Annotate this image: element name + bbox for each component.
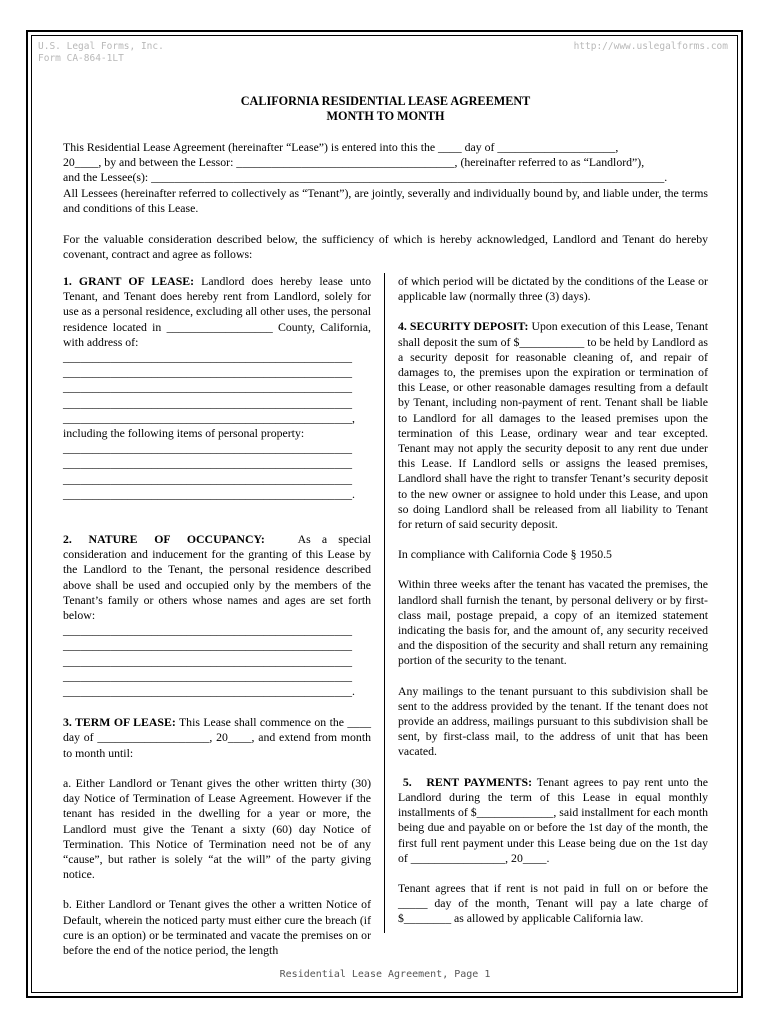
document-title: [63, 94, 708, 124]
occupant-blank-4: _________________________________________________: [63, 668, 353, 683]
intro-line-4: All Lessees (hereinafter referred to collectively as “Tenant”), are jointly, severally and individually bound by, and liable under, the terms and conditions of this Lease.: [63, 185, 708, 215]
occupant-blank-1: _________________________________________________: [63, 623, 353, 638]
document-body: [63, 94, 708, 957]
section-term-of-lease: [63, 715, 371, 761]
property-blank-4: _________________________________________________.: [63, 486, 355, 501]
address-blank-1: _________________________________________________: [63, 350, 353, 365]
security-return-text: Within three weeks after the tenant has vacated the premises, the landlord shall furnish the tenant, by personal delivery or by first-class mail, postage prepaid, a copy of an itemized statement indicating the basis for, and the amount of, any security received and the disposition of the security and shall return any remaining portion of the security to the tenant.: [398, 577, 708, 668]
header-left: [38, 41, 164, 65]
section-3-body: This Lease shall commence on the ____ day of ___________________, 20____, and extend from month to month until:: [63, 715, 371, 760]
section-5-heading: 5. RENT PAYMENTS:: [398, 774, 533, 789]
title-line-1: CALIFORNIA RESIDENTIAL LEASE AGREEMENT: [240, 94, 531, 108]
section-4-body: Upon execution of this Lease, Tenant shall deposit the sum of $___________ to be held by Landlord as a security deposit for reasonable cleaning of, and repair of damages to, the premises upon the expiration or termination of this Lease, or other reasonable damages resulting from a default by Tenant, including non-payment of rent. Tenant shall be liable to Landlord for all damages to the leased premises upon the termination of this Lease, ordinary wear and tear excepted. Tenant may not apply the security deposit to any rent due under this Lease. If Landlord sells or assigns the leased premises, Landlord shall have the right to transfer Tenant’s security deposit to the new owner or assignee to hold under this Lease, and upon so doing Landlord shall be released from all liability to Tenant for return of said security deposit.: [398, 319, 708, 532]
term-clause-b-text: b. Either Landlord or Tenant gives the other a written Notice of Default, wherein the noticed party must either cure the breach (if cure is an option) or be terminated and vacate the premises on or before the end of the notice period, the length: [63, 897, 371, 957]
late-charge-text: Tenant agrees that if rent is not paid in full on or before the _____ day of the month, Tenant will pay a late charge of $________ as allowed by applicable California law.: [398, 880, 708, 926]
personal-property-label: including the following items of personal property:: [63, 426, 305, 441]
header-url: http://www.uslegalforms.com: [573, 41, 728, 52]
property-blank-1: _________________________________________________: [63, 441, 353, 456]
term-clause-a-text: a. Either Landlord or Tenant gives the other written thirty (30) day Notice of Termination of Lease Agreement. However if the tenant has resided in the dwelling for a year or more, the Landlord must give the Tenant a sixty (60) day Notice of Termination. This Notice of Termination need not be of any “cause”, but rather is solely “at the will” of the party giving notice.: [63, 775, 371, 882]
mailings-paragraph: [398, 684, 708, 760]
intro-line-3: and the Lessee(s): _______________________________________________________________________________________.: [63, 170, 668, 185]
column-divider: [384, 273, 385, 933]
late-charge-paragraph: [398, 881, 708, 927]
section-5-body: Tenant agrees to pay rent unto the Landlord during the term of this Lease in equal monthly installments of $_____________, said installment for each month being due and payable on or before the 1st day of the month, the first full rent payment under this Lease being due on the 1st day of ________________, 20____.: [398, 774, 708, 865]
section-rent-payments: [398, 775, 708, 866]
property-blank-3: _________________________________________________: [63, 471, 353, 486]
term-clause-a: [63, 776, 371, 882]
compliance-note: [398, 547, 708, 562]
intro-line-2: 20____, by and between the Lessor: _____________________________________, (hereinafter referred to as “Landlord”),: [63, 155, 645, 170]
section-security-deposit: [398, 319, 708, 532]
clause-b-continuation: [398, 274, 708, 304]
form-id: Form CA-864-1LT: [38, 53, 124, 64]
address-blank-2: _________________________________________________: [63, 365, 353, 380]
occupant-blank-2: _________________________________________________: [63, 638, 353, 653]
title-line-2: MONTH TO MONTH: [326, 109, 445, 123]
address-blank-4: _________________________________________________: [63, 395, 353, 410]
intro-paragraph: [63, 140, 708, 216]
continuation-text: of which period will be dictated by the conditions of the Lease or applicable law (normally three (3) days).: [398, 274, 708, 304]
section-1-body: Landlord does hereby lease unto Tenant, and Tenant does hereby rent from Landlord, solely for use as a personal residence, excluding all other uses, the personal residence located in __________________ County, California, with address of:: [63, 274, 371, 349]
term-clause-b: [63, 897, 371, 958]
section-2-body: As a special consideration and inducement for the granting of this Lease by the Landlord to the Tenant, the personal residence described above shall be used and occupied only by the members of the Tenant’s family or others whose names and ages are set forth below:: [63, 532, 374, 623]
address-blank-3: _________________________________________________: [63, 380, 353, 395]
compliance-text: In compliance with California Code § 1950.5: [398, 547, 612, 562]
consideration-paragraph: For the valuable consideration described below, the sufficiency of which is hereby acknowledged, Landlord and Tenant do hereby covenant, contract and agree as follows:: [63, 232, 708, 262]
mailings-text: Any mailings to the tenant pursuant to this subdivision shall be sent to the address provided by the tenant. If the tenant does not provide an address, mailings pursuant to this subdivision shall be sent, by first-class mail, to the address of unit that has been vacated.: [398, 683, 708, 759]
occupant-blank-5: _________________________________________________.: [63, 684, 355, 699]
right-column: [398, 274, 708, 927]
intro-line-1: This Residential Lease Agreement (hereinafter “Lease”) is entered into this the ____ day of ____________________,: [63, 140, 619, 154]
security-return-paragraph: [398, 577, 708, 668]
occupant-blank-3: _________________________________________________: [63, 653, 353, 668]
section-grant-of-lease: [63, 274, 371, 502]
property-blank-2: _________________________________________________: [63, 456, 353, 471]
address-blank-5: _________________________________________________,: [63, 410, 355, 425]
section-4-heading: 4. SECURITY DEPOSIT:: [398, 319, 529, 334]
section-2-heading: 2. NATURE OF OCCUPANCY:: [63, 532, 265, 547]
section-nature-of-occupancy: [63, 532, 374, 699]
left-column: [63, 274, 374, 958]
company-name: U.S. Legal Forms, Inc.: [38, 41, 164, 52]
section-1-heading: 1. GRANT OF LEASE:: [63, 274, 195, 288]
section-3-heading: 3. TERM OF LEASE:: [63, 715, 176, 730]
page-footer: Residential Lease Agreement, Page 1: [279, 969, 491, 980]
